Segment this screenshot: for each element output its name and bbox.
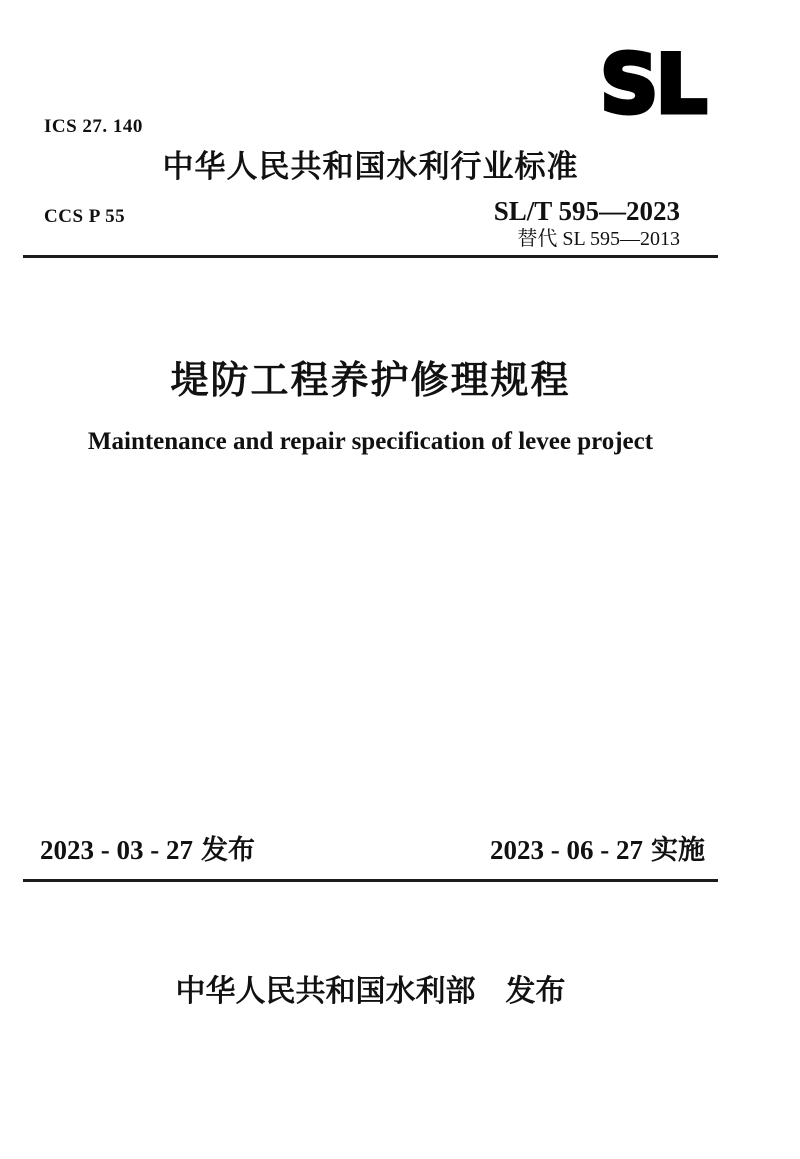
standard-category-title: 中华人民共和国水利行业标准 xyxy=(162,149,579,184)
issue-date xyxy=(40,833,255,867)
implementation-date-label: 实施 xyxy=(651,835,705,865)
top-divider xyxy=(23,255,718,258)
replaces-note: 替代 SL 595—2013 xyxy=(517,228,680,250)
implementation-date-value: 2023 - 06 - 27 xyxy=(490,835,643,865)
ccs-code: CCS P 55 xyxy=(44,206,126,227)
standard-number: SL/T 595—2023 xyxy=(493,196,680,226)
dates-row xyxy=(23,833,718,867)
publisher-action: 发布 xyxy=(505,975,566,1008)
publisher-org: 中华人民共和国水利部 xyxy=(175,975,476,1008)
ics-code: ICS 27. 140 xyxy=(44,116,143,137)
bottom-divider xyxy=(23,879,718,882)
sl-logo: SL xyxy=(600,38,705,131)
document-title-en: Maintenance and repair specification of levee project xyxy=(87,428,654,455)
issue-date-value: 2023 - 03 - 27 xyxy=(40,835,193,865)
publisher-line xyxy=(23,972,718,1012)
implementation-date xyxy=(490,833,705,867)
document-title-zh: 堤防工程养护修理规程 xyxy=(170,360,571,402)
issue-date-label: 发布 xyxy=(200,835,255,865)
